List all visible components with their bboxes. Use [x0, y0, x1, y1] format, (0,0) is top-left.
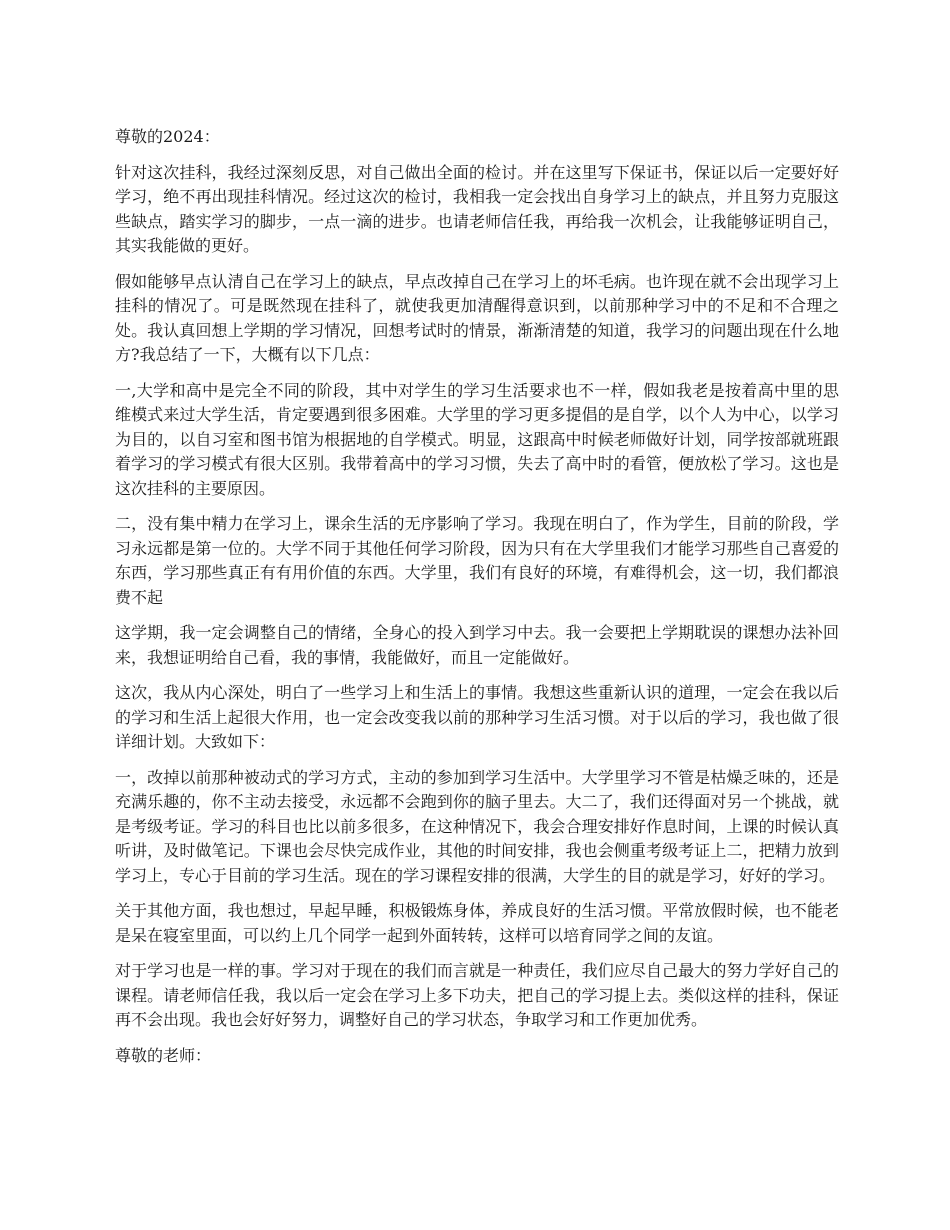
paragraph-3: 一,大学和高中是完全不同的阶段，其中对学生的学习生活要求也不一样，假如我老是按着高中里的思维模式来过大学生活，肯定要遇到很多困难。大学里的学习更多提倡的是自学，以个人为中心，以学习为目的，以自习室和图书馆为根据地的自学模式。明显，这跟高中时候老师做好计划，同学按部就班跟着学习的学习模式有很大区别。我带着高中的学习习惯，失去了高中时的看管，便放松了学习。这也是这次挂科的主要原因。: [115, 380, 839, 498]
paragraph-2: 假如能够早点认清自己在学习上的缺点，早点改掉自己在学习上的坏毛病。也许现在就不会出现学习上挂科的情况了。可是既然现在挂科了，就使我更加清醒得意识到，以前那种学习中的不足和不合理之处。我认真回想上学期的学习情况，回想考试时的情景，渐渐清楚的知道，我学习的问题出现在什么地方?我总结了一下，大概有以下几点：: [115, 271, 839, 364]
paragraph-1: 针对这次挂科，我经过深刻反思，对自己做出全面的检讨。并在这里写下保证书，保证以后一定要好好学习，绝不再出现挂科情况。经过这次的检讨，我相我一定会找出自身学习上的缺点，并且努力克服这些缺点，踏实学习的脚步，一点一滴的进步。也请老师信任我，再给我一次机会，让我能够证明自己，其实我能做的更好。: [115, 162, 839, 255]
letter-greeting: 尊敬的2024：: [115, 127, 220, 146]
paragraph-7: 一，改掉以前那种被动式的学习方式，主动的参加到学习生活中。大学里学习不管是枯燥乏味的，还是充满乐趣的，你不主动去接受，永远都不会跑到你的脑子里去。大二了，我们还得面对另一个挑战，就是考级考证。学习的科目也比以前多很多，在这种情况下，我会合理安排好作息时间，上课的时候认真听讲，及时做笔记。下课也会尽快完成作业，其他的时间安排，我也会侧重考级考证上二，把精力放到学习上，专心于目前的学习生活。现在的学习课程安排的很满，大学生的目的就是学习，好好的学习。: [115, 767, 839, 885]
letter-page: [115, 125, 839, 1068]
paragraph-6: 这次，我从内心深处，明白了一些学习上和生活上的事情。我想这些重新认识的道理，一定会在我以后的学习和生活上起很大作用，也一定会改变我以前的那种学习生活习惯。对于以后的学习，我也做了很详细计划。大致如下：: [115, 683, 839, 751]
letter-closing: 尊敬的老师：: [115, 1045, 212, 1065]
paragraph-9: 对于学习也是一样的事。学习对于现在的我们而言就是一种责任，我们应尽自己最大的努力学好自己的课程。请老师信任我，我以后一定会在学习上多下功夫，把自己的学习提上去。类似这样的挂科，保证再不会出现。我也会好好努力，调整好自己的学习状态，争取学习和工作更加优秀。: [115, 961, 839, 1029]
paragraph-8: 关于其他方面，我也想过，早起早睡，积极锻炼身体，养成良好的生活习惯。平常放假时候，也不能老是呆在寝室里面，可以约上几个同学一起到外面转转，这样可以培育同学之间的友谊。: [115, 901, 839, 945]
paragraph-4: 二，没有集中精力在学习上，课余生活的无序影响了学习。我现在明白了，作为学生，目前的阶段，学习永远都是第一位的。大学不同于其他任何学习阶段，因为只有在大学里我们才能学习那些自己喜爱的东西，学习那些真正有有用价值的东西。大学里，我们有良好的环境，有难得机会，这一切，我们都浪费不起: [115, 514, 839, 607]
paragraph-5: 这学期，我一定会调整自己的情绪，全身心的投入到学习中去。我一会要把上学期耽误的课想办法补回来，我想证明给自己看，我的事情，我能做好，而且一定能做好。: [115, 623, 839, 667]
